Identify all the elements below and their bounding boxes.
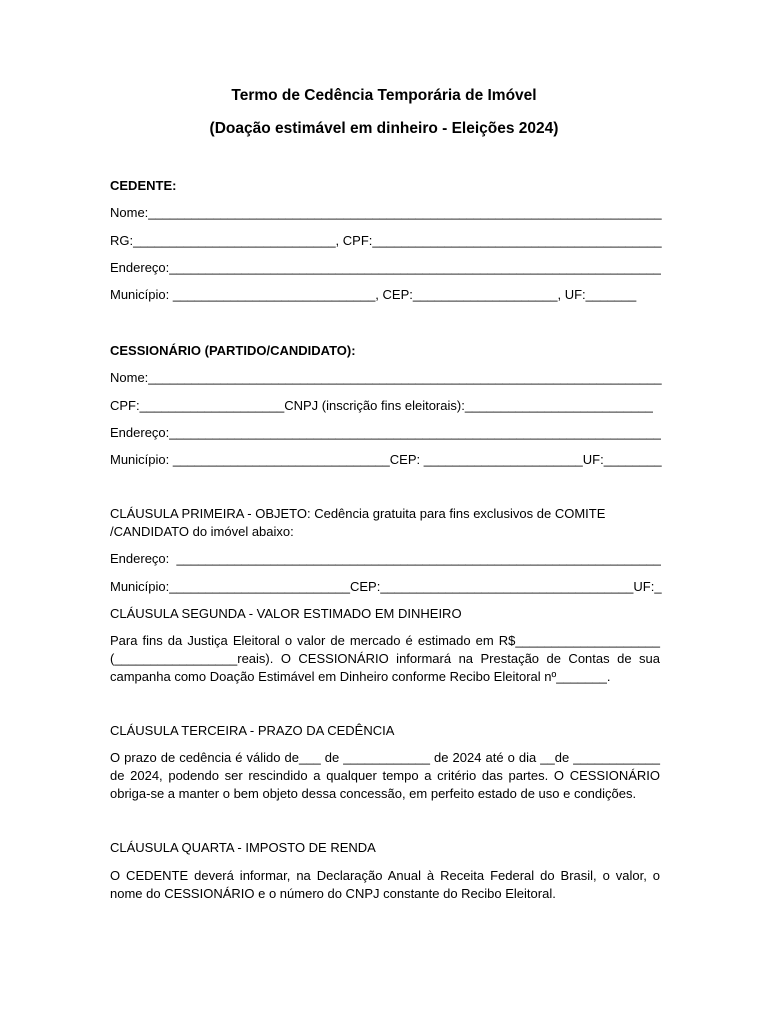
clausula-primeira-text: CLÁUSULA PRIMEIRA - OBJETO: Cedência gratuita para fins exclusivos de COMITE /CANDIDATO do imóvel abaixo: bbox=[110, 506, 606, 539]
cessionario-heading: CESSIONÁRIO (PARTIDO/CANDIDATO): bbox=[110, 343, 356, 358]
cessionario-cpf-cnpj-line: CPF:____________________CNPJ (inscrição fins eleitorais):__________________________ bbox=[110, 398, 653, 413]
document-title: Termo de Cedência Temporária de Imóvel bbox=[231, 87, 537, 104]
clausula-quarta-text: O CEDENTE deverá informar, na Declaração Anual à Receita Federal do Brasil, o valor, o nome do CESSIONÁRIO e o número do CNPJ constante do Recibo Eleitoral. bbox=[110, 868, 660, 901]
cedente-endereco-line: Endereço:____________________________________________________________________ bbox=[110, 260, 661, 275]
clausula-terceira-heading: CLÁUSULA TERCEIRA - PRAZO DA CEDÊNCIA bbox=[110, 723, 395, 738]
clausula-segunda-text: Para fins da Justiça Eleitoral o valor de mercado é estimado em R$____________________ (_________________reais). O CESSIONÁRIO informará na Prestação de Contas de sua campanha como Doação Estimável em Dinheiro conforme Recibo Eleitoral nº_______. bbox=[110, 633, 660, 684]
cedente-nome-line: Nome:_______________________________________________________________________ bbox=[110, 205, 662, 220]
cessionario-municipio-line: Município: ______________________________CEP: ______________________UF:________ bbox=[110, 452, 662, 467]
cessionario-endereco-line: Endereço:____________________________________________________________________ bbox=[110, 425, 661, 440]
imovel-endereco-line: Endereço: ___________________________________________________________________ bbox=[110, 551, 661, 566]
clausula-terceira-text: O prazo de cedência é válido de___ de ____________ de 2024 até o dia __de ____________ de 2024, podendo ser rescindido a qualquer tempo a critério das partes. O CESSIONÁRIO obriga-se a manter o bem objeto dessa concessão, em perfeito estado de uso e condições. bbox=[110, 750, 660, 801]
imovel-municipio-line: Município:_________________________CEP:___________________________________UF:_ bbox=[110, 579, 662, 594]
clausula-quarta-heading: CLÁUSULA QUARTA - IMPOSTO DE RENDA bbox=[110, 840, 376, 855]
cedente-heading: CEDENTE: bbox=[110, 178, 177, 193]
clausula-segunda-heading: CLÁUSULA SEGUNDA - VALOR ESTIMADO EM DINHEIRO bbox=[110, 606, 462, 621]
cedente-rg-cpf-line: RG:____________________________, CPF:________________________________________ bbox=[110, 233, 662, 248]
cedente-municipio-line: Município: ____________________________, CEP:____________________, UF:_______ bbox=[110, 287, 637, 302]
cessionario-nome-line: Nome:_______________________________________________________________________ bbox=[110, 370, 662, 385]
document-subtitle: (Doação estimável em dinheiro - Eleições 2024) bbox=[209, 120, 559, 137]
